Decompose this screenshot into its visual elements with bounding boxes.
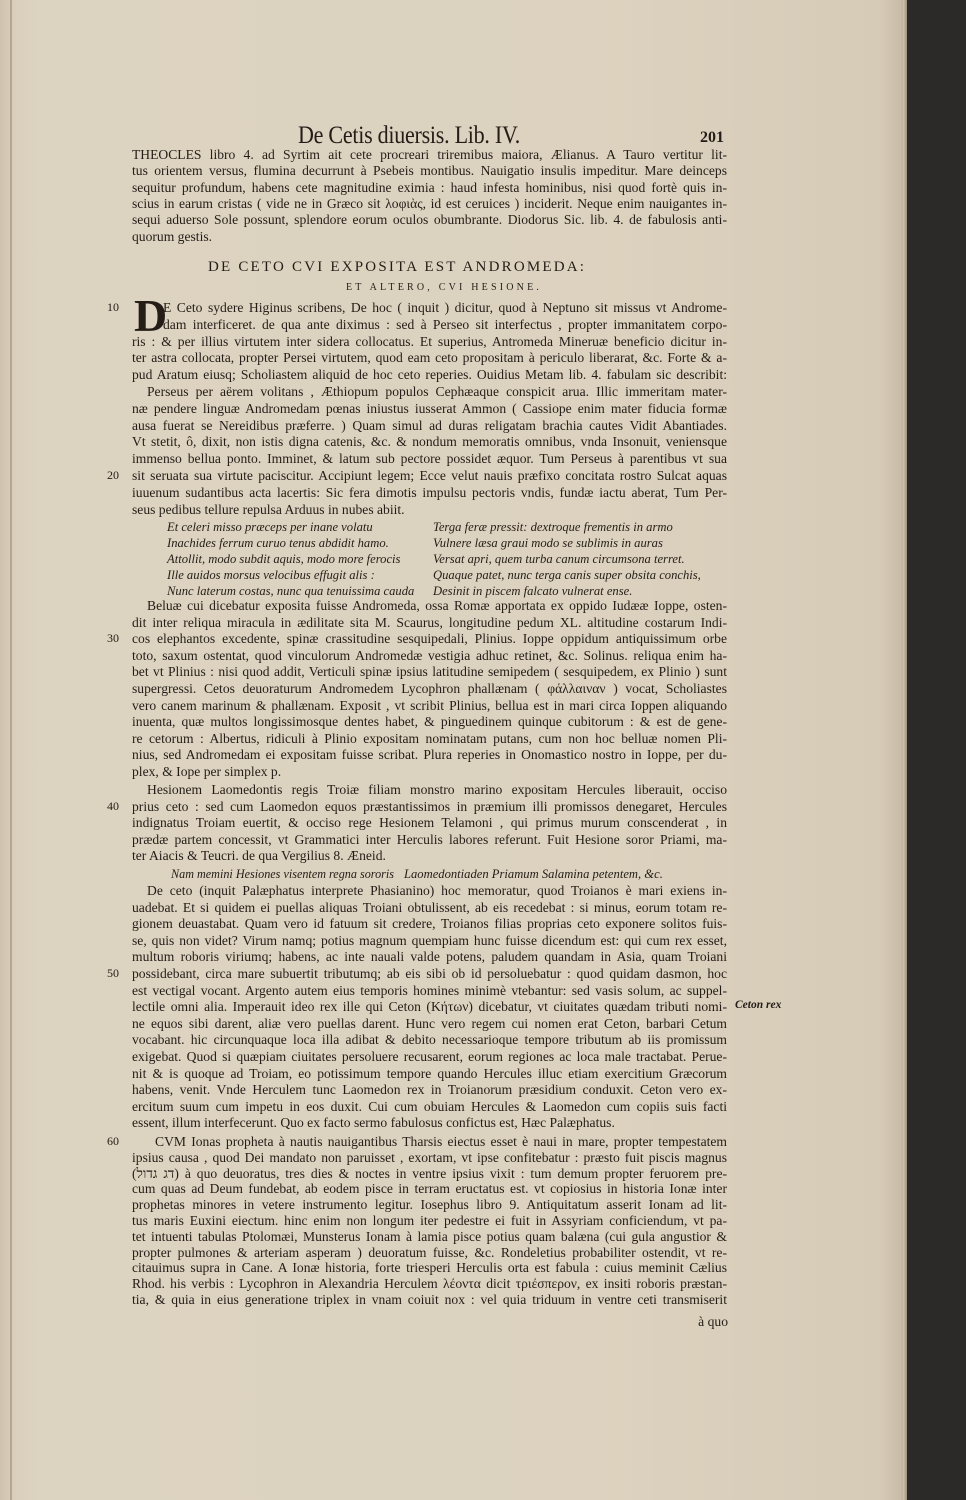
section-subheading: ET ALTERO, CVI HESIONE. (346, 282, 543, 293)
text-line: nit & is quoque ad Troiam, eo potissimum tempore quando Hercules illuc etiam exercitium Græcorum (132, 1065, 727, 1081)
text-line: uadebat. Et si quidem ei puellas aliquas Troiani obtulissent, ab eis recedebat : si minus, eorum totam re- (132, 899, 727, 915)
text-line: indignatus Troiam euertit, & occiso rege Hesionem Telamoni , qui primus murum conscenderat , in (132, 815, 727, 830)
text-line: ris : & per illius virtutem inter sidera collocatus. Et superius, Antromeda Mineruæ beneficio dicitur in- (132, 333, 727, 349)
text-line: dam interficeret. de qua ante diximus : sed à Perseo sit interfectus , propter immanitatem corpo- (163, 316, 727, 332)
text-line: Perseus per aërem volitans , Æthiopum populos Cephæaque conspicit arua. Illic immeritam mater- (147, 384, 727, 399)
text-line: citauimus supra in Cane. A Ionæ historia, forte triesperi Herculis orta est fabula : cuius meminit Cælius (132, 1260, 727, 1276)
text-line: vocabant. hic circunquaque loca illa adibat & debito necessarioque tempore tributum ab iis promissum (132, 1032, 727, 1048)
text-line: tet intuenti tabulas Ptolomæi, Munsterus Ionam à lamia pisce potius quam balæna (cui gula angustior & (132, 1228, 727, 1244)
text-line: supergressi. Cetos deuoraturum Andromedem Lycophron phallænam ( φάλλαιναν ) vocat, Scholiastes (132, 681, 727, 696)
text-line: bet vt Plinius : nisi quod addit, Verticuli spinæ ipsius latitudine semipedem ( sesquipedem, ex Plinio ) sunt (132, 664, 727, 680)
text-line: re cetorum : Albertus, ridiculi à Plinio expositam nominatam putans, cum non hoc belluæ nomen Pli- (132, 730, 727, 746)
verse-left: Et celeri misso præceps per inane volatu (167, 520, 373, 534)
page-number: 201 (700, 129, 724, 146)
text-line: Hesionem Laomedontis regis Troiæ filiam monstro marino expositam Hercules liberauit, occiso (147, 782, 727, 797)
margin-line-number: 60 (107, 1134, 119, 1148)
text-line: prius ceto : sed cum Laomedon equos præstantissimos in præmium illi promissos denegaret, Hercules (132, 798, 727, 814)
text-line: iuuenum sudantibus acta lacertis: Sic fera dimotis impulsu pectoris vndis, fundæ iactu aberat, Tum Per- (132, 484, 727, 500)
text-line: E Ceto sydere Higinus scribens, De hoc ( inquit ) dicitur, quod à Neptuno sit missus vt Androme- (163, 300, 727, 315)
text-line: immenso bellua ponto. Imminet, & latum sub pectore possidet æquor. Tum Perseus à parentibus vt sua (132, 451, 727, 467)
text-line: sequi aduerso Sole possunt, splendore eorum oculos obumbrante. Diodorus Sic. lib. 4. de fabulosis anti- (132, 212, 727, 228)
text-line: ter Aiacis & Teucri. de qua Vergilius 8. Æneid. (132, 848, 386, 863)
text-line: CVM Ionas propheta à nautis nauigantibus Tharsis eiectus esset è naui in mare, propter tempestatem (155, 1134, 727, 1149)
verse-right: Vulnere læsa graui modo se sublimis in auras (433, 536, 663, 550)
verse-right: Laomedontiaden Priamum Salamina petentem, &c. (404, 867, 663, 881)
text-line: (דג גדול) à quo deuoratus, tres dies & noctes in ventre ipsius vixit : tum demum propter feruorem pre- (132, 1165, 728, 1181)
text-line: seus pedibus tellure repulsa Arduus in nubes abiit. (132, 501, 405, 517)
verse-left: Nam memini Hesiones visentem regna sororis (171, 867, 394, 881)
text-line: est vectigal vocant. Argento autem eius temporis homines minimè vtebantur: sed vasis solum, ac suppel- (132, 982, 727, 998)
text-line: propter pulmones & arteriam asperam ) deuoratum fuisse, &c. Rondeletius probabiliter ostendit, vt re- (132, 1244, 727, 1260)
text-line: essent, illum interfecerunt. Quo ex facto sermo fabulosus confictus est, Hæc Palæphatus. (132, 1115, 615, 1131)
text-line: THEOCLES libro 4. ad Syrtim ait cete procreari triremibus maiora, Ælianus. A Tauro vertitur lit- (132, 147, 727, 162)
margin-line-number: 40 (107, 798, 119, 813)
verse-left: Nunc laterum costas, nunc qua tenuissima cauda (167, 584, 415, 598)
text-line: toto, saxum ostentat, quod vinculorum Andromedæ vestigia adhuc retinet, &c. Solinus. reliqua enim ha- (132, 647, 727, 663)
text-line: ausa fuerat se Nereidibus præferre. ) Quam simul ad duras religatam brachia cautes Vidit Abantiades. (132, 417, 727, 433)
verse-left: Attollit, modo subdit aquis, modo more ferocis (167, 552, 401, 566)
text-line: scius in earum cristas ( vide ne in Græco sit λοφιὰς, id est ceruices ) inciderit. Neque enim nauigantes in- (132, 195, 727, 211)
text-line: sit seruata sua virtute paciscitur. Accipiunt legem; Ecce velut nauis præfixo concitata rostro Sulcat aquas (132, 468, 727, 483)
text-line: gionem deuastabat. Quam vero id fatuum sit credere, Troianos filias proprias ceto exponere solitos fuis- (132, 916, 727, 932)
text-line: prædæ partem concessit, vt Grammatici inter Herculis labores referunt. Fuit Hesione soror Priami, ma- (132, 831, 727, 847)
section-heading: DE CETO CVI EXPOSITA EST ANDROMEDA: (208, 259, 587, 275)
verse-right: Desinit in piscem falcato vulnerat ense. (433, 584, 633, 598)
text-line: lectile omni alia. Imperauit ideo rex ille qui Ceton (Κήτων) dicebatur, vt ciuitates quædam tributi nomi- (132, 999, 727, 1015)
text-line: ne equos sibi darent, aliæ vero puellas darent. Hunc vero regem cui nomen erat Ceton, barbari Cetum (132, 1015, 727, 1031)
text-line: quorum gestis. (132, 228, 213, 244)
verse-left: Inachides ferrum curuo tenus abdidit hamo. (167, 536, 389, 550)
text-line: prophetas minores in vetere instrumento legitur. Iosephus libro 9. Antiquitatum asserit Ionam ad lit- (132, 1197, 727, 1213)
text-line: tus maris Euxini eiectum. hinc enim non longum iter pedestre ei fuit in Assyriam conficiendum, vt pa- (132, 1213, 727, 1228)
text-line: Vt stetit, ô, dixit, non istis digna catenis, &c. & nondum memoratis omnibus, vnda Insonuit, veniensque (132, 434, 727, 450)
text-line: cum quas ad Deum fundebat, ab eodem pisce in terram eructatus est. vt copiosius in historia Ionæ inter (132, 1181, 727, 1197)
verse-right: Versat apri, quem turba canum circumsona terret. (433, 552, 685, 566)
running-title: De Cetis diuersis. Lib. IV. (298, 122, 520, 149)
text-line: cos elephantos excedente, spinæ crassitudine sesquipedali, Plinius. Ioppe oppidum antiquissimum orbe (132, 631, 727, 647)
text-line: plex, & Iope per simplex p. (132, 764, 282, 779)
text-line: pud Aratum eiusq; Scholiastem aliquid de hoc ceto reperies. Ouidius Metam lib. 4. fabulam sic describit: (132, 367, 727, 383)
text-line: tia, & quia in eius generatione triplex in vnam coiuit nox : vel quia triduum in ventre ceti transmiserit (132, 1292, 727, 1307)
catchword: à quo (698, 1314, 728, 1329)
text-line: De ceto (inquit Palæphatus interprete Phasianino) hoc memoratur, quod Troianos è mari exiens in- (147, 883, 727, 898)
text-line: exigebat. Quod si quæpiam ciuitates persoluere recusarent, eorum regiones ac loca male tractabat. Perue- (132, 1049, 727, 1064)
text-line: inuenta, quæ multos longissimosque dentes habet, & pinguedinem quinque cubitorum : & est de gene- (132, 714, 727, 730)
text-line: ter astra collocata, propter Persei virtutem, quod eam ceto propositam à periculo liberarat, &c. Forte & a- (132, 350, 727, 366)
text-line: Rhod. his verbis : Lycophron in Alexandria Herculem λέοντα dicit τριέσπερον, ex insiti roboris præstan- (132, 1276, 727, 1292)
margin-line-number: 10 (107, 300, 119, 314)
text-line: ipsius causa , quod Dei mandato non paruisset , exortam, vt ipse confitebatur : præsto fuit piscis magnus (132, 1149, 727, 1165)
verse-left: Ille auidos morsus velocibus effugit alis : (167, 568, 375, 582)
text-line: habens, venit. Vnde Herculem tunc Laomedon rex in Troianorum præsidium conduxit. Ceton vero ex- (132, 1082, 727, 1098)
margin-line-number: 50 (107, 966, 119, 980)
text-line: se, quis non videt? Virum namq; potius magnum quempiam hunc fuisse dicendum est: qui cum rex esset, (132, 932, 727, 948)
text-line: nius, sed Andromedam ei expositam fuisse scribat. Plura reperies in Onomastico nostro in Ioppe, per du- (132, 747, 727, 763)
verse-right: Quaque patet, nunc terga canis super obsita conchis, (433, 568, 701, 582)
text-line: Beluæ cui dicebatur exposita fuisse Andromeda, ossa Romæ apportata ex oppido Iudææ Ioppe, osten- (147, 598, 727, 613)
text-line: næ pendere linguæ Andromedam pœnas iniustus iusserat Ammon ( Cassiope enim mater fiducia formæ (132, 400, 727, 416)
text-line: dit inter reliqua miracula in ædilitate sita M. Scaurus, longitudine pedum XL. altitudine costarum Indi- (132, 614, 727, 630)
drop-cap: D (134, 290, 168, 341)
margin-note: Ceton rex (735, 999, 782, 1012)
text-line: vero canem marinum & phallænam. Exposit , vt scribit Plinius, bellua est in mari circa Ioppen aliquando (132, 697, 727, 713)
text-line: ercitum suum cum impetu in eos duxit. Cui cum obuiam Hercules & Laomedon cum copiis suis facti (132, 1098, 727, 1114)
verse-right: Terga feræ pressit: dextroque frementis in armo (433, 520, 673, 534)
margin-line-number: 20 (107, 468, 119, 482)
text-line: sequitur profundum, habens cete magnitudine eximia : haud infesta hominibus, nisi quod fortè quis in- (132, 179, 727, 195)
text-line: possidebant, circa mare subuertit tributumq; ab eis sibi ob id persoluebatur : quod quidam dasmon, hoc (132, 966, 727, 981)
text-line: multum roboris viriumq; habens, ac inte nauali valde potens, paludem quandam in Asia, quam Troiani (132, 949, 727, 965)
text-line: tus orientem versus, flumina decurrunt à Psebeis montibus. Nauigatio insulis impeditur. Mare deinceps (132, 163, 727, 179)
margin-line-number: 30 (107, 631, 119, 646)
